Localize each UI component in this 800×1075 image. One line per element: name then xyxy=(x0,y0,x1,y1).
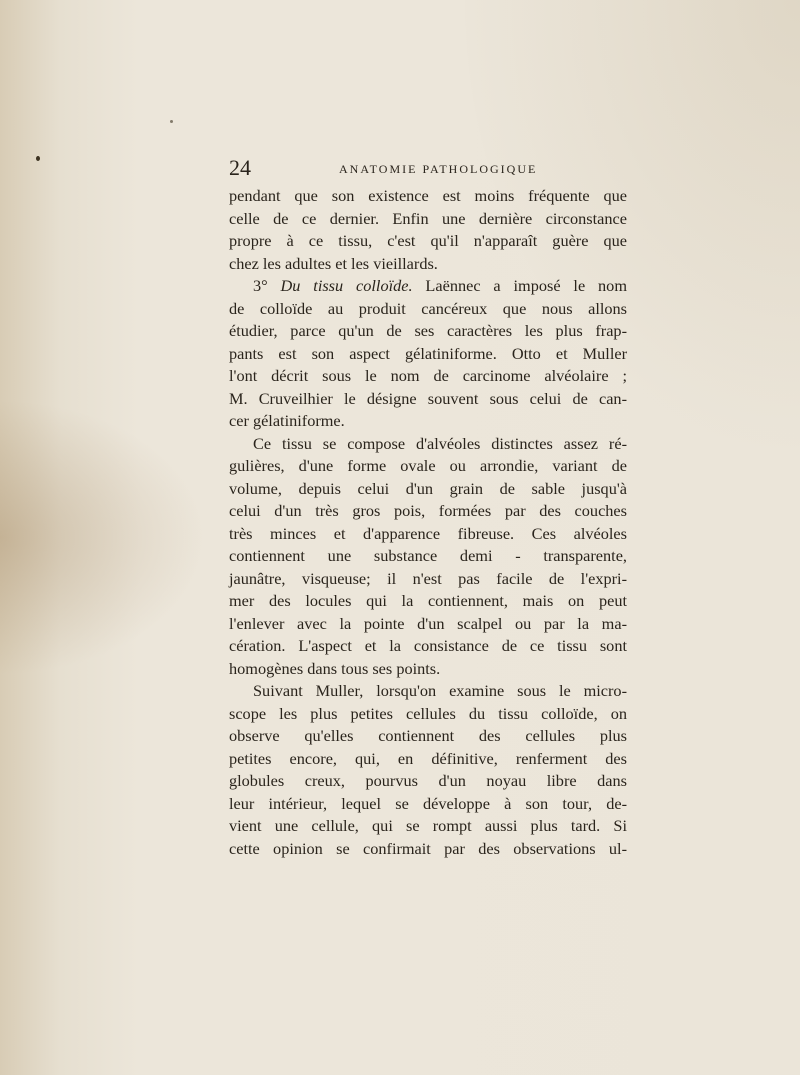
section-heading-rest: Laënnec a imposé le nom xyxy=(425,276,627,295)
text-line: volume, depuis celui d'un grain de sable jusqu'à xyxy=(229,478,627,498)
text-line: l'enlever avec la pointe d'un scalpel ou par la ma- xyxy=(229,613,627,633)
text-line: l'ont décrit sous le nom de carcinome alvéolaire ; xyxy=(229,366,627,385)
text-line: Suivant Muller, lorsqu'on examine sous le micro- xyxy=(253,681,627,700)
text-line: globules creux, pourvus d'un noyau libre dans xyxy=(229,771,627,790)
text-line: scope les plus petites cellules du tissu colloïde, on xyxy=(229,703,627,723)
text-line: cération. L'aspect et la consistance de ce tissu sont xyxy=(229,636,627,655)
text-line: cette opinion se confirmait par des observations ul- xyxy=(229,838,627,858)
text-line: celui d'un très gros pois, formées par des couches xyxy=(229,501,627,520)
section-title: Du tissu colloïde. xyxy=(280,276,413,295)
text-line: leur intérieur, lequel se développe à son tour, de- xyxy=(229,793,627,813)
body-text xyxy=(229,185,627,860)
ink-spot xyxy=(36,156,40,161)
page-number: 24 xyxy=(229,155,251,180)
text-line: jaunâtre, visqueuse; il n'est pas facile de l'expri- xyxy=(229,568,627,588)
section-number: 3° xyxy=(253,276,268,295)
text-line: petites encore, qui, en définitive, renferment des xyxy=(229,748,627,768)
section-heading-line xyxy=(229,275,627,298)
text-line: cer gélatiniforme. xyxy=(229,411,345,430)
text-line: de colloïde au produit cancéreux que nous allons xyxy=(229,298,627,318)
text-line: celle de ce dernier. Enfin une dernière circonstance xyxy=(229,208,627,228)
page-header xyxy=(229,155,627,181)
text-line: étudier, parce qu'un de ses caractères les plus frap- xyxy=(229,321,627,340)
text-line: M. Cruveilhier le désigne souvent sous celui de can- xyxy=(229,388,627,408)
text-line: gulières, d'une forme ovale ou arrondie, variant de xyxy=(229,456,627,475)
text-line: pendant que son existence est moins fréquente que xyxy=(229,186,627,205)
text-line: mer des locules qui la contiennent, mais on peut xyxy=(229,591,627,610)
text-line: contiennent une substance demi - transparente, xyxy=(229,546,627,565)
text-line: très minces et d'apparence fibreuse. Ces alvéoles xyxy=(229,523,627,543)
running-head: ANATOMIE PATHOLOGIQUE xyxy=(339,162,538,176)
text-line: pants est son aspect gélatiniforme. Otto et Muller xyxy=(229,343,627,363)
text-line: vient une cellule, qui se rompt aussi plus tard. Si xyxy=(229,816,627,835)
ink-spot xyxy=(170,120,173,123)
text-line: Ce tissu se compose d'alvéoles distinctes assez ré- xyxy=(253,433,627,453)
text-line: observe qu'elles contiennent des cellules plus xyxy=(229,726,627,745)
text-line: propre à ce tissu, c'est qu'il n'apparaît guère que xyxy=(229,231,627,250)
text-line: chez les adultes et les vieillards. xyxy=(229,253,438,273)
text-line: homogènes dans tous ses points. xyxy=(229,658,441,678)
